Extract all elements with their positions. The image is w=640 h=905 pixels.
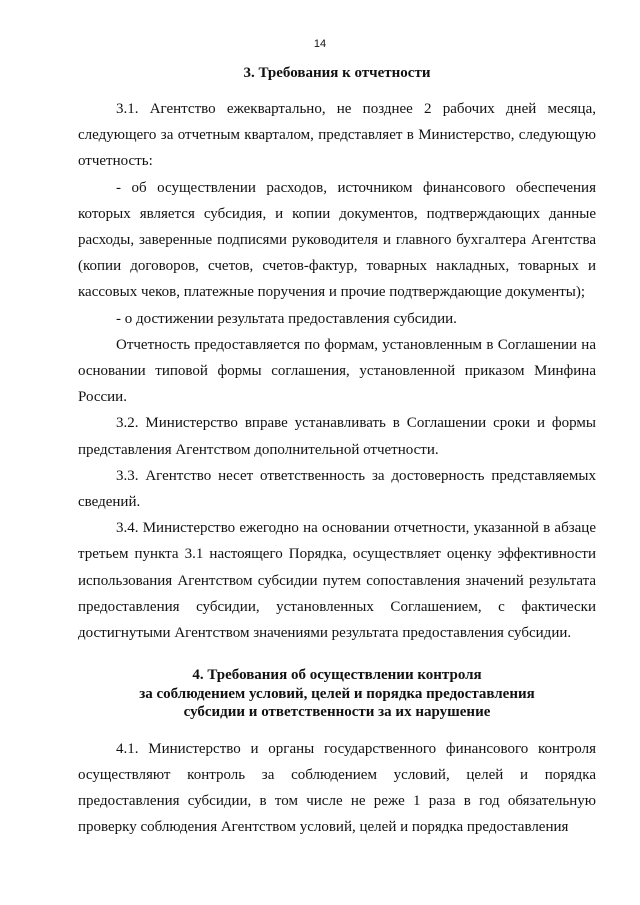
paragraph-3-1: 3.1. Агентство ежеквартально, не позднее 2 рабочих дней месяца, следующего за отчетным кварталом, представляет в Министерство, следующую отчетность: xyxy=(78,101,596,170)
section-4-heading-line: за соблюдением условий, целей и порядка предоставления xyxy=(139,685,535,702)
paragraph-3-3: 3.3. Агентство несет ответственность за достоверность представляемых сведений. xyxy=(78,467,596,511)
paragraph-4-1: 4.1. Министерство и органы государственного финансового контроля осуществляют контроль за соблюдением условий, целей и порядка предоставления субсидии, в том числе не реже 1 раза в год обязательную проверку соблюдения Агентством условий, целей и порядка предоставления xyxy=(78,740,596,836)
paragraph-report-forms: Отчетность предоставляется по формам, установленным в Соглашении на основании типовой формы соглашения, установленной приказом Минфина России. xyxy=(78,336,596,406)
section-4-heading-line: 4. Требования об осуществлении контроля xyxy=(192,667,482,684)
list-item-result: - о достижении результата предоставления субсидии. xyxy=(116,310,457,327)
paragraph-3-4: 3.4. Министерство ежегодно на основании отчетности, указанной в абзаце третьем пункта 3.1 настоящего Порядка, осуществляет оценку эффективности использования Агентством субсидии путем сопоставления значений результата предоставления субсидии, установленных Соглашением, с фактически достигнутыми Агентством значениями результата предоставления субсидии. xyxy=(78,520,596,642)
section-4-heading-line: субсидии и ответственности за их нарушение xyxy=(183,704,491,721)
section-4-heading xyxy=(78,666,596,722)
paragraph-3-2: 3.2. Министерство вправе устанавливать в Соглашении сроки и формы представления Агентством дополнительной отчетности. xyxy=(78,415,596,458)
page-number: 14 xyxy=(313,38,327,50)
list-item-expenses: - об осуществлении расходов, источником финансового обеспечения которых является субсидия, и копии документов, подтверждающих данные расходы, заверенные подписями руководителя и главного бухгалтера Агентства (копии договоров, счетов, счетов-фактур, товарных накладных, товарных и кассовых чеков, платежные поручения и прочие подтверждающие документы); xyxy=(78,179,596,301)
section-3-heading: 3. Требования к отчетности xyxy=(243,65,431,81)
document-body xyxy=(78,60,596,841)
